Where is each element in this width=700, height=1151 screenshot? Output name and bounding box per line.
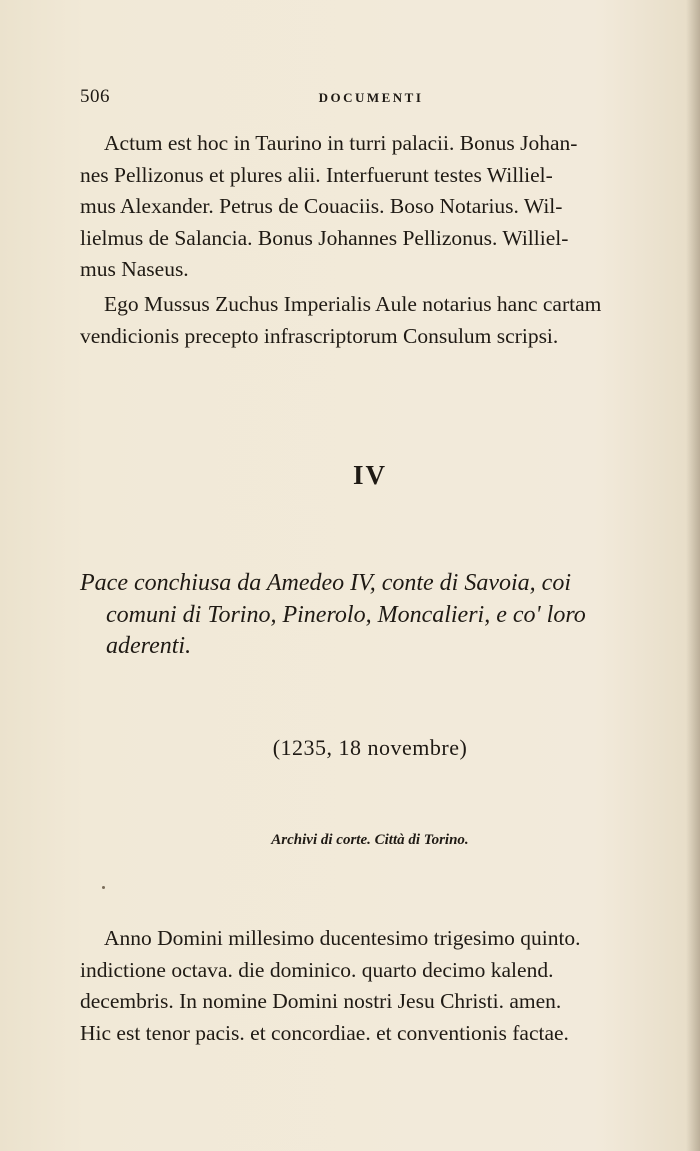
text-line: mus Alexander. Petrus de Couaciis. Boso Notarius. Wil- <box>80 194 563 218</box>
text-line: Anno Domini millesimo ducentesimo trigesimo quinto. <box>104 926 581 950</box>
text-line: decembris. In nomine Domini nostri Jesu Christi. amen. <box>80 989 562 1013</box>
text-line: Hic est tenor pacis. et concordiae. et conventionis factae. <box>80 1020 569 1045</box>
heading-line: aderenti. <box>106 633 192 659</box>
section-heading <box>80 568 670 663</box>
text-line: Ego Mussus Zuchus Imperialis Aule notarius hanc cartam <box>104 292 602 316</box>
paragraph-anno-domini <box>80 923 664 1049</box>
page-edge-shadow <box>686 0 700 1151</box>
archive-source: Archivi di corte. Città di Torino. <box>271 832 469 848</box>
heading-line: comuni di Torino, Pinerolo, Moncalieri, e co' loro <box>106 601 586 628</box>
paragraph-actum <box>80 128 664 286</box>
text-line: nes Pellizonus et plures alii. Interfuerunt testes Williel- <box>80 162 553 187</box>
heading-line: Pace conchiusa da Amedeo IV, conte di Savoia, coi <box>80 570 571 596</box>
page-header <box>80 86 662 110</box>
text-line: Actum est hoc in Taurino in turri palacii. Bonus Johan- <box>104 131 578 155</box>
text-line: indictione octava. die dominico. quarto decimo kalend. <box>80 957 554 982</box>
text-line: vendicionis precepto infrascriptorum Consulum scripsi. <box>80 323 559 348</box>
paragraph-ego <box>80 289 664 352</box>
running-head: DOCUMENTI <box>318 90 424 105</box>
text-line: mus Naseus. <box>80 257 189 281</box>
section-numeral: IV <box>352 460 387 490</box>
paper-speck <box>102 886 105 889</box>
text-line: lielmus de Salancia. Bonus Johannes Pellizonus. Williel- <box>80 225 569 250</box>
document-date: (1235, 18 novembre) <box>272 735 468 760</box>
page-number: 506 <box>80 86 110 107</box>
